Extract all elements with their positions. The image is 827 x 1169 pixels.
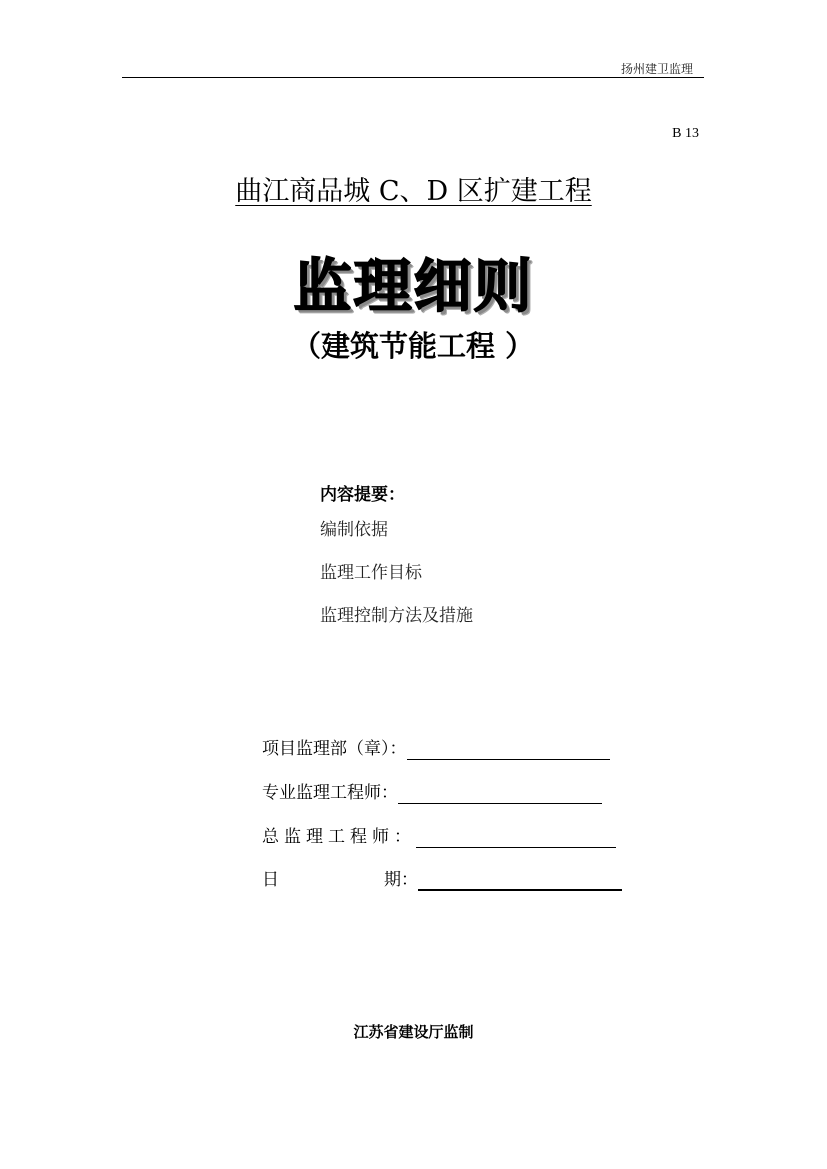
signature-row-specialist (262, 782, 602, 804)
date-line[interactable] (418, 869, 622, 891)
chief-engineer-line[interactable] (416, 827, 616, 848)
main-title: 监理细则 (293, 252, 534, 320)
specialist-engineer-label: 专业监理工程师： (262, 783, 398, 803)
project-dept-label: 项目监理部（章）： (262, 739, 407, 759)
contents-list (320, 519, 473, 648)
project-title (0, 174, 827, 210)
date-label-start: 日 (262, 870, 279, 890)
signature-row-project-dept (262, 738, 610, 760)
project-title-text: 曲江商品城 C、D 区扩建工程 (235, 176, 592, 207)
header-rule (122, 77, 704, 78)
signature-row-chief (262, 826, 616, 848)
contents-label: 内容提要： (320, 485, 405, 505)
signature-row-date (262, 869, 622, 891)
contents-item: 监理工作目标 (320, 563, 422, 583)
project-dept-line[interactable] (407, 739, 610, 760)
specialist-engineer-line[interactable] (398, 783, 602, 804)
contents-item: 监理控制方法及措施 (320, 606, 473, 626)
chief-engineer-label: 总监理工程师： (262, 827, 416, 847)
contents-item: 编制依据 (320, 520, 388, 540)
sub-title: （建筑节能工程 ） (292, 329, 535, 363)
form-code: B 13 (672, 126, 699, 141)
issuer: 江苏省建设厅监制 (353, 1023, 474, 1041)
page-header-company: 扬州建卫监理 (620, 62, 693, 76)
date-label-end: 期： (384, 870, 418, 890)
